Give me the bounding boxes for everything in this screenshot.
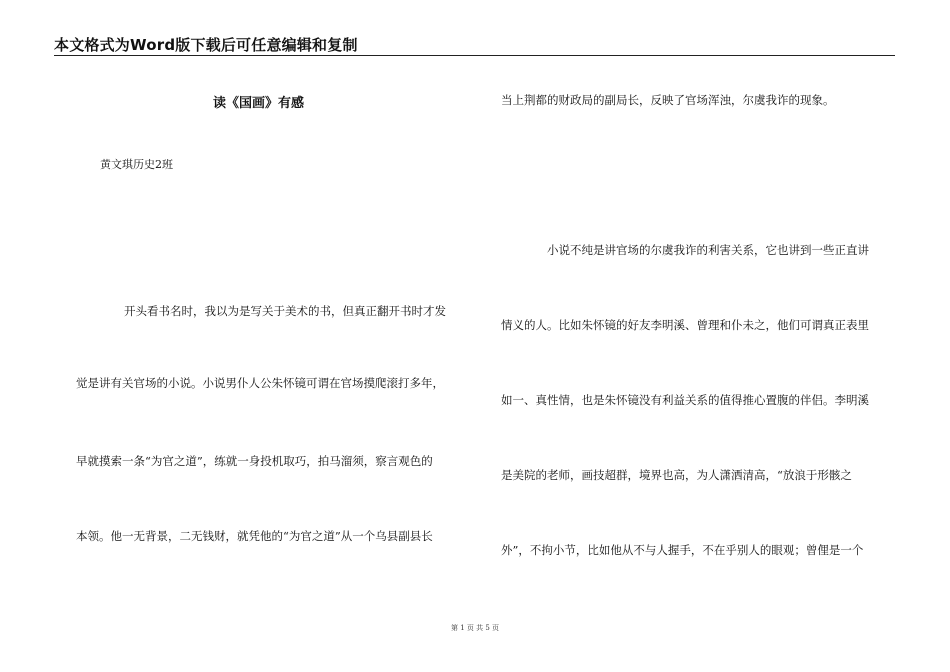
paragraph-line: 开头看书名时，我以为是写关于美术的书，但真正翻开书时才发 [124,304,446,318]
paragraph-line: 早就摸索一条“为官之道”，练就一身投机取巧，拍马溜须，察言观色的 [76,454,433,468]
paragraph-line: 当上荆都的财政局的副局长，反映了官场浑浊，尔虞我诈的现象。 [501,93,835,107]
paragraph-line: 如一、真性情，也是朱怀镜没有利益关系的值得推心置腹的伴侣。李明溪 [501,393,869,407]
paragraph-line: 本领。他一无背景，二无钱财，就凭他的“为官之道”从一个乌县副县长 [76,529,433,543]
paragraph-line: 觉是讲有关官场的小说。小说男仆人公朱怀镜可谓在官场摸爬滚打多年， [76,376,444,390]
page-number-footer: 第 1 页 共 5 页 [450,624,500,632]
paragraph-line: 情义的人。比如朱怀镜的好友李明溪、曾理和仆未之，他们可谓真正表里 [501,318,869,332]
header-banner: 本文格式为Word版下载后可任意编辑和复制 [54,36,358,54]
paragraph-line: 是美院的老师，画技超群，境界也高，为人潇洒清高，“放浪于形骸之 [501,468,852,482]
header-divider [54,55,895,56]
document-title: 读《国画》有感 [213,96,305,111]
paragraph-line: 外”，不拘小节，比如他从不与人握手，不在乎别人的眼观；曾俚是一个 [501,543,864,557]
paragraph-line: 小说不纯是讲官场的尔虞我诈的利害关系，它也讲到一些正直讲 [547,243,869,257]
author-line: 黄文琪历史2班 [100,158,173,171]
